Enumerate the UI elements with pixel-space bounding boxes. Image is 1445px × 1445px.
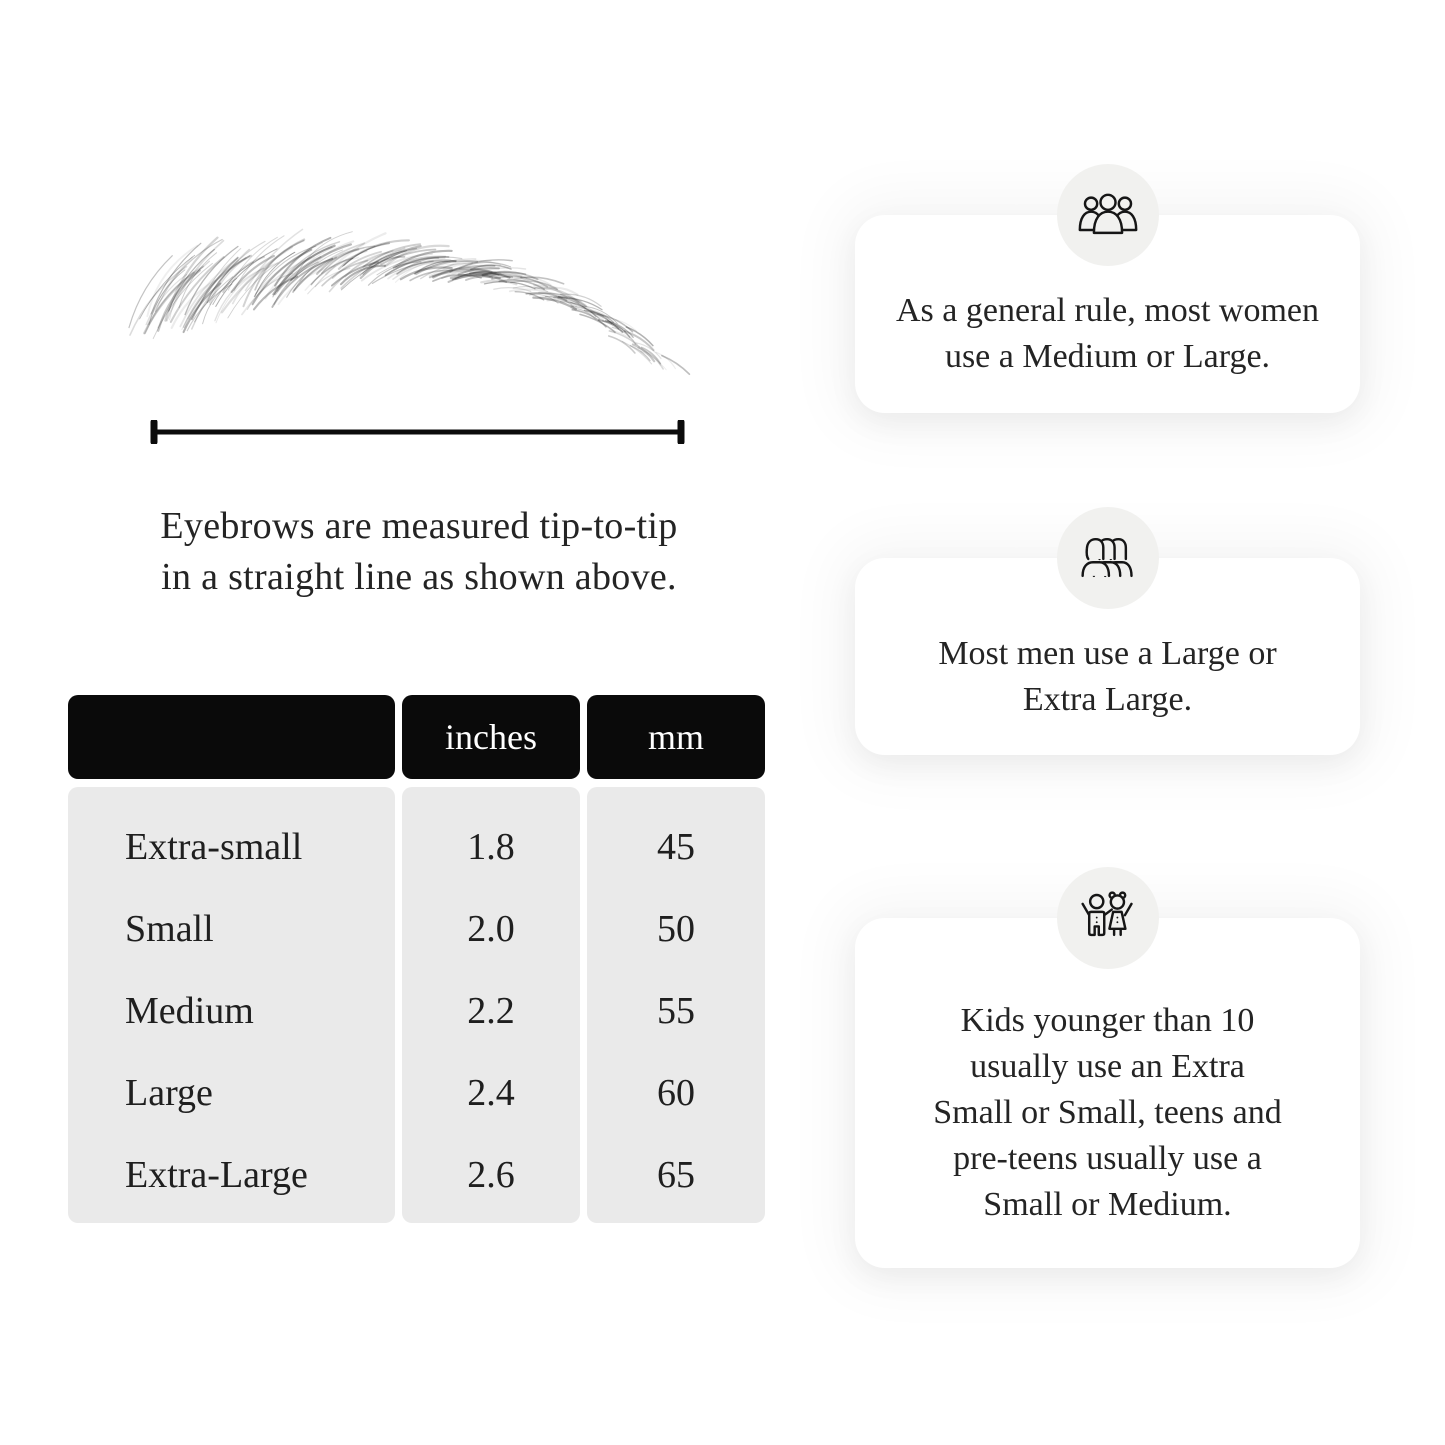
measurement-line [147, 420, 688, 444]
table-cell-size-label: Extra-small [125, 826, 303, 868]
table-header-inches: inches [402, 695, 580, 779]
table-cell-inches: 2.0 [467, 908, 515, 950]
table-cell-mm: 65 [657, 1154, 695, 1196]
text-line: use a Medium or Large. [944, 338, 1271, 375]
table-cell-inches: 1.8 [467, 826, 515, 868]
info-card-men [855, 558, 1360, 755]
text-line: usually use an Extra [970, 1048, 1245, 1085]
caption-line: in a straight line as shown above. [161, 556, 677, 598]
table-cell-mm: 50 [657, 908, 695, 950]
table-column-inches [402, 787, 580, 1223]
table-column-mm [587, 787, 765, 1223]
table-header-mm: mm [587, 695, 765, 779]
table-cell-mm: 55 [657, 990, 695, 1032]
text-line: Small or Small, teens and [933, 1094, 1282, 1131]
table-cell-mm: 60 [657, 1072, 695, 1114]
table-cell-size-label: Medium [125, 990, 254, 1032]
text-line: Extra Large. [1022, 680, 1193, 718]
info-card-kids-text [855, 918, 1360, 1268]
text-line: pre-teens usually use a [953, 1140, 1262, 1177]
table-cell-mm: 45 [657, 826, 695, 868]
eyebrow-sketch [115, 226, 695, 408]
text-line: As a general rule, most women [896, 292, 1319, 329]
table-header-size [68, 695, 395, 779]
text-line: Most men use a Large or [938, 634, 1277, 672]
text-line: Kids younger than 10 [960, 1002, 1255, 1039]
info-card-women-text [855, 215, 1360, 413]
table-cell-inches: 2.2 [467, 990, 515, 1032]
table-cell-size-label: Small [125, 908, 214, 950]
info-card-women [855, 215, 1360, 413]
caption-line: Eyebrows are measured tip-to-tip [160, 505, 678, 547]
info-card-kids [855, 918, 1360, 1268]
table-cell-size-label: Large [125, 1072, 213, 1114]
table-cell-inches: 2.6 [467, 1154, 515, 1196]
size-table [68, 695, 765, 1223]
table-column-sizes [68, 787, 395, 1223]
table-cell-inches: 2.4 [467, 1072, 515, 1114]
measurement-caption [70, 501, 768, 603]
text-line: Small or Medium. [983, 1186, 1232, 1223]
table-cell-size-label: Extra-Large [125, 1154, 308, 1196]
info-card-men-text [855, 558, 1360, 755]
eyebrow-illustration [115, 226, 695, 408]
